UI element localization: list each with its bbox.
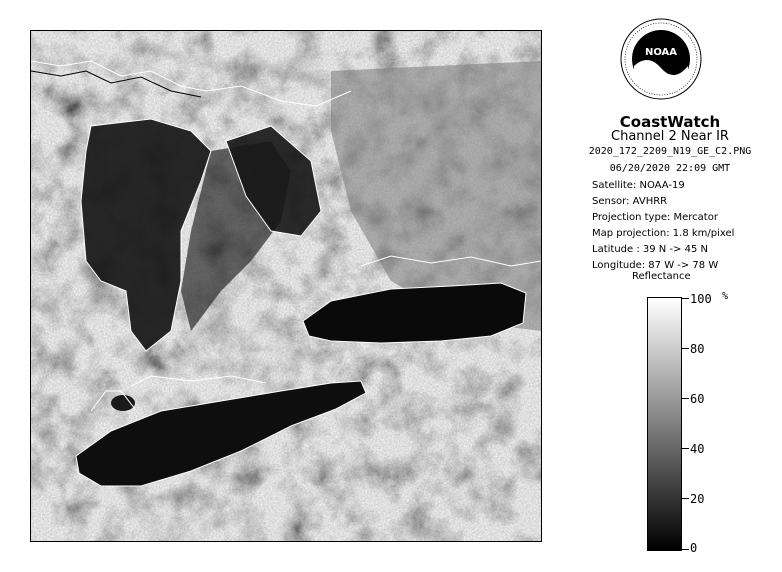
- image-datetime: 06/20/2020 22:09 GMT: [609, 163, 731, 174]
- satellite-image: [30, 30, 542, 542]
- latitude-label: Latitude : 39 N -> 45 N: [592, 244, 708, 255]
- map-projection-label: Map projection: 1.8 km/pixel: [592, 228, 735, 239]
- logo-text: NOAA: [644, 47, 678, 58]
- satellite-label: Satellite: NOAA-19: [592, 180, 685, 191]
- scale-title: Reflectance: [632, 271, 691, 282]
- scale-tick-label: 80: [690, 342, 705, 356]
- scale-tick: [681, 549, 689, 550]
- scale-tick: [681, 298, 689, 299]
- channel-label: Channel 2 Near IR: [611, 129, 729, 144]
- longitude-label: Longitude: 87 W -> 78 W: [592, 260, 719, 271]
- scale-tick-label: 100: [690, 292, 712, 306]
- scale-tick-label: 20: [690, 492, 705, 506]
- reflectance-scale-bar: [647, 297, 682, 551]
- sensor-label: Sensor: AVHRR: [592, 196, 668, 207]
- image-filename: 2020_172_2209_N19_GE_C2.PNG: [588, 146, 752, 157]
- scale-tick-label: 60: [690, 392, 705, 406]
- app-title: CoastWatch: [619, 113, 721, 131]
- lake-st-clair: [111, 395, 135, 411]
- scale-tick: [681, 448, 689, 449]
- scale-tick: [681, 348, 689, 349]
- scale-tick-label: 0: [690, 541, 698, 555]
- scale-unit: %: [722, 291, 729, 302]
- scale-tick-label: 40: [690, 442, 705, 456]
- scale-tick: [681, 398, 689, 399]
- projection-type-label: Projection type: Mercator: [592, 212, 718, 223]
- scale-tick: [681, 498, 689, 499]
- noaa-logo: [620, 18, 702, 100]
